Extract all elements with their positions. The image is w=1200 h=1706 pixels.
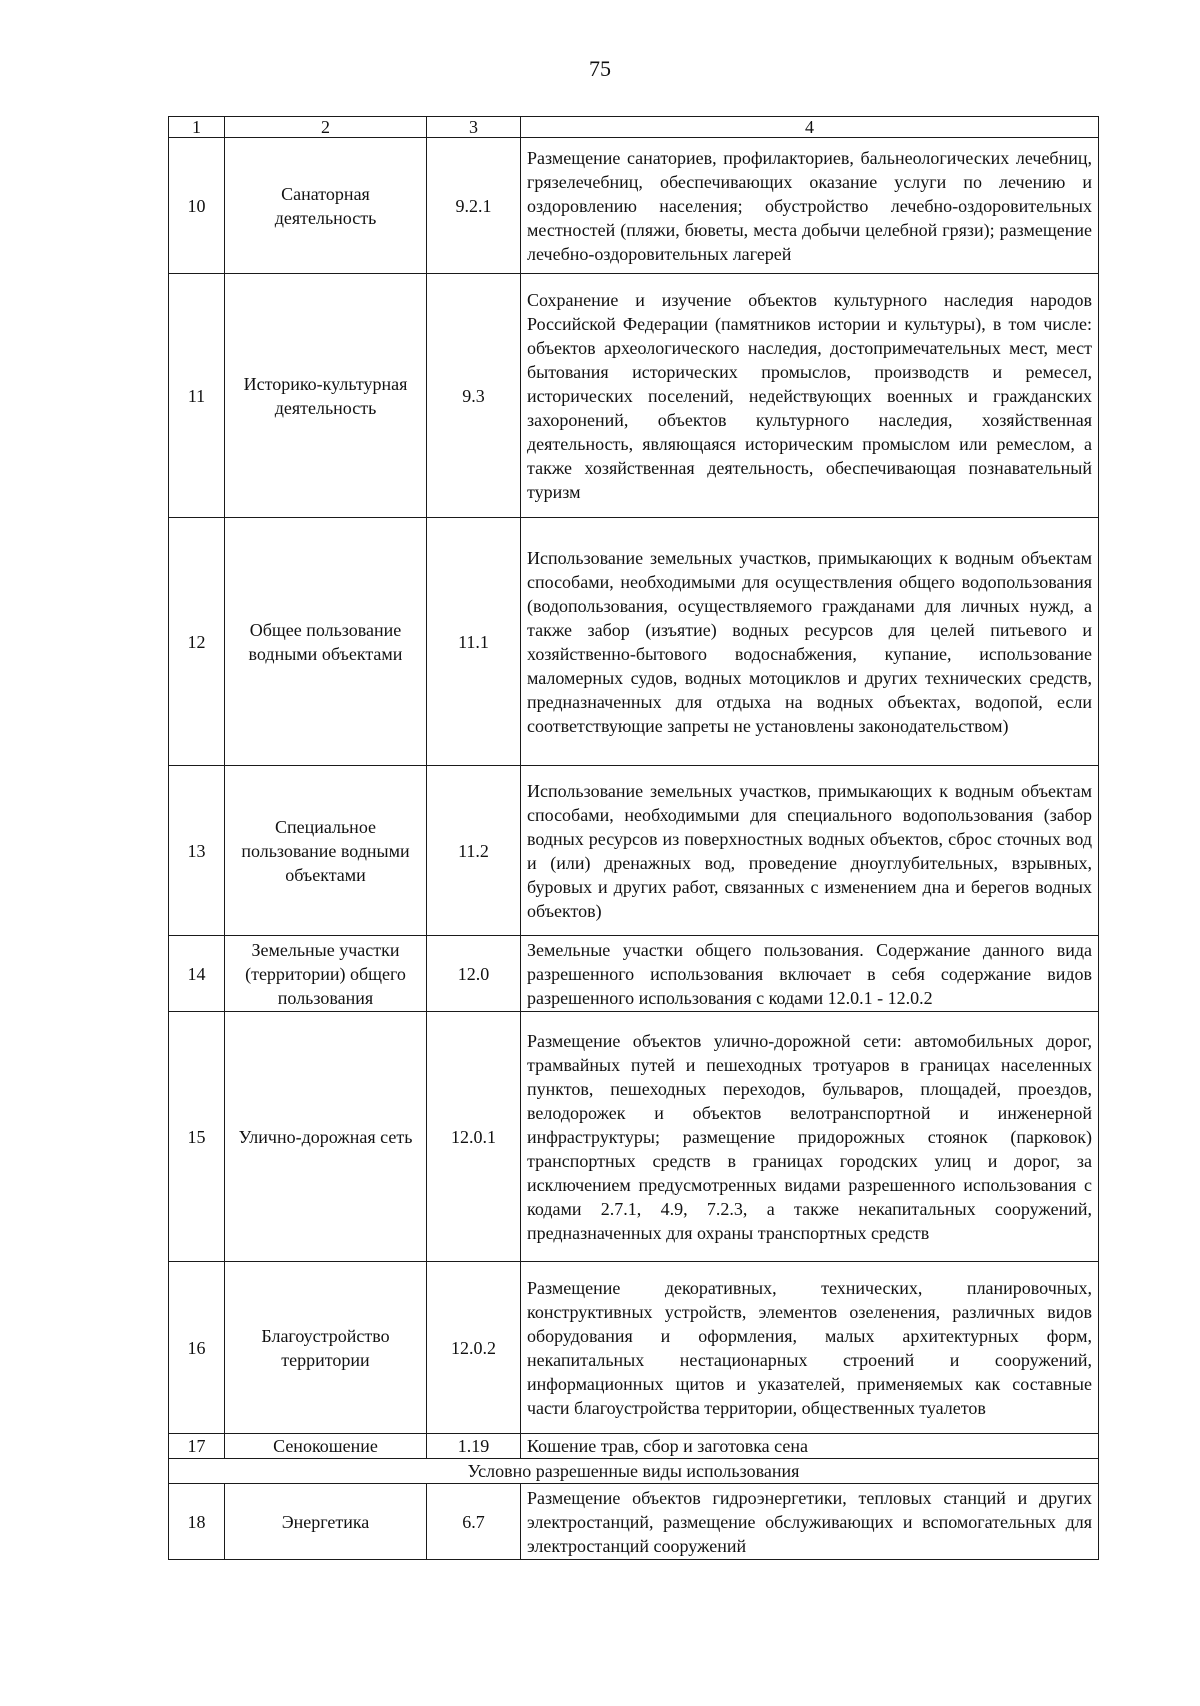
row-code: 6.7 [427, 1484, 521, 1560]
row-name: Земельные участки (территории) общего пользования [225, 936, 427, 1012]
row-name: Санаторная деятельность [225, 138, 427, 274]
row-name: Историко-культурная деятельность [225, 274, 427, 518]
row-code: 11.2 [427, 766, 521, 936]
table-row [169, 936, 1099, 1012]
row-number: 11 [169, 274, 225, 518]
row-number: 12 [169, 518, 225, 766]
row-number: 17 [169, 1434, 225, 1459]
row-name: Улично-дорожная сеть [225, 1012, 427, 1262]
column-header: 4 [521, 117, 1099, 138]
row-number: 18 [169, 1484, 225, 1560]
row-code: 9.2.1 [427, 138, 521, 274]
row-description: Размещение объектов улично-дорожной сети: автомобильных дорог, трамвайных путей и пешеходных тротуаров в границах населенных пунктов, пешеходных переходов, бульваров, площадей, проездов, велодорожек и объектов велотранспортной и инженерной инфраструктуры; размещение придорожных стоянок (парковок) транспортных средств в границах городских улиц и дорог, за исключением предусмотренных видами разрешенного использования с кодами 2.7.1, 4.9, 7.2.3, а также некапитальных сооружений, предназначенных для охраны транспортных средств [521, 1012, 1099, 1262]
row-description: Сохранение и изучение объектов культурного наследия народов Российской Федерации (памятников истории и культуры), в том числе: объектов археологического наследия, достопримечательных мест, мест бытования исторических промыслов, производств и ремесел, исторических поселений, недействующих военных и гражданских захоронений, объектов культурного наследия, хозяйственная деятельность, являющаяся историческим промыслом или ремеслом, а также хозяйственная деятельность, обеспечивающая познавательный туризм [521, 274, 1099, 518]
column-header: 1 [169, 117, 225, 138]
row-name: Общее пользование водными объектами [225, 518, 427, 766]
table-row [169, 518, 1099, 766]
table-row [169, 1484, 1099, 1560]
land-use-table [168, 116, 1099, 1560]
row-number: 15 [169, 1012, 225, 1262]
column-header: 2 [225, 117, 427, 138]
row-description: Размещение объектов гидроэнергетики, тепловых станций и других электростанций, размещение обслуживающих и вспомогательных для электростанций сооружений [521, 1484, 1099, 1560]
row-code: 12.0.1 [427, 1012, 521, 1262]
table-row [169, 1262, 1099, 1434]
row-description: Использование земельных участков, примыкающих к водным объектам способами, необходимыми для специального водопользования (забор водных ресурсов из поверхностных водных объектов, сброс сточных вод и (или) дренажных вод, проведение дноуглубительных, взрывных, буровых и других работ, связанных с изменением дна и берегов водных объектов) [521, 766, 1099, 936]
row-number: 13 [169, 766, 225, 936]
page-number: 75 [589, 56, 611, 81]
row-name: Энергетика [225, 1484, 427, 1560]
row-code: 12.0 [427, 936, 521, 1012]
table-row [169, 766, 1099, 936]
row-description: Размещение декоративных, технических, планировочных, конструктивных устройств, элементов озеленения, различных видов оборудования и оформления, малых архитектурных форм, некапитальных нестационарных строений и сооружений, информационных щитов и указателей, применяемых как составные части благоустройства территории, общественных туалетов [521, 1262, 1099, 1434]
row-description: Использование земельных участков, примыкающих к водным объектам способами, необходимыми для осуществления общего водопользования (водопользования, осуществляемого гражданами для личных нужд, а также забор (изъятие) водных ресурсов для целей питьевого и хозяйственно-бытового водоснабжения, купание, использование маломерных судов, водных мотоциклов и других технических средств, предназначенных для отдыха на водных объектах, водопой, если соответствующие запреты не установлены законодательством) [521, 518, 1099, 766]
table-header-row [169, 117, 1099, 138]
table-row [169, 1012, 1099, 1262]
row-code: 12.0.2 [427, 1262, 521, 1434]
row-code: 1.19 [427, 1434, 521, 1459]
column-header: 3 [427, 117, 521, 138]
table-row [169, 138, 1099, 274]
row-name: Специальное пользование водными объектами [225, 766, 427, 936]
row-number: 16 [169, 1262, 225, 1434]
row-name: Сенокошение [225, 1434, 427, 1459]
row-description: Кошение трав, сбор и заготовка сена [521, 1434, 1099, 1459]
row-number: 10 [169, 138, 225, 274]
row-code: 9.3 [427, 274, 521, 518]
row-description: Земельные участки общего пользования. Содержание данного вида разрешенного использования включает в себя содержание видов разрешенного использования с кодами 12.0.1 - 12.0.2 [521, 936, 1099, 1012]
section-title: Условно разрешенные виды использования [169, 1459, 1099, 1484]
table-row [169, 274, 1099, 518]
row-name: Благоустройство территории [225, 1262, 427, 1434]
row-code: 11.1 [427, 518, 521, 766]
row-description: Размещение санаториев, профилакториев, бальнеологических лечебниц, грязелечебниц, обеспечивающих оказание услуги по лечению и оздоровлению населения; обустройство лечебно-оздоровительных местностей (пляжи, бюветы, места добычи целебной грязи); размещение лечебно-оздоровительных лагерей [521, 138, 1099, 274]
row-number: 14 [169, 936, 225, 1012]
table-row [169, 1434, 1099, 1459]
section-header-row [169, 1459, 1099, 1484]
